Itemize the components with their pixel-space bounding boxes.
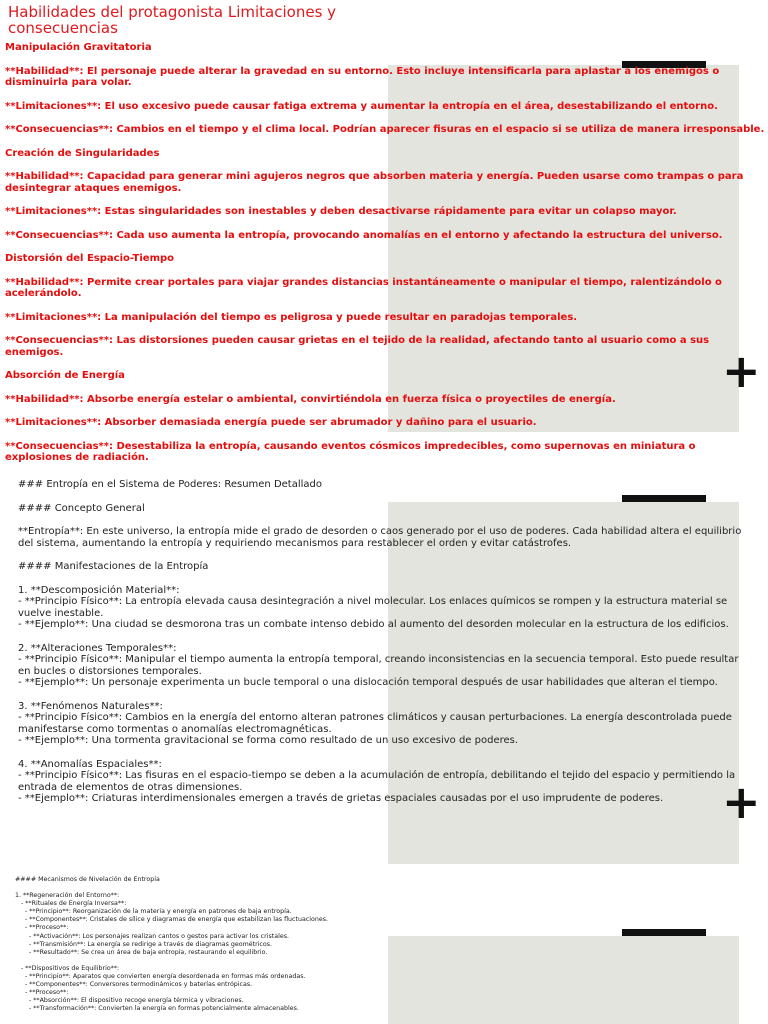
section2-line: - **Principio Físico**: Manipular el tiempo aumenta la entropía temporal, creando inconsistencias en la secuencia temporal. Esto puede resultar en bucles o distorsiones temporales. xyxy=(18,654,739,677)
section1-line: **Consecuencias**: Desestabiliza la entropía, causando eventos cósmicos impredecibles, como supernovas en miniatura o explosiones de radiación. xyxy=(5,440,696,463)
section1-title: Habilidades del protagonista Limitaciones y consecuencias xyxy=(8,3,337,37)
section3-line: - **Principio**: Aparatos que convierten energía desordenada en formas más ordenadas. xyxy=(15,972,306,980)
section3-line: - **Transmisión**: La energía se redirige a través de diagramas geométricos. xyxy=(15,940,273,948)
section1-line: **Habilidad**: El personaje puede alterar la gravedad en su entorno. Esto incluye intensificarla para aplastar a los enemigos o disminuirla para volar. xyxy=(5,65,720,88)
section2-line: 3. **Fenómenos Naturales**: xyxy=(18,700,163,712)
section1-line: **Consecuencias**: Las distorsiones pueden causar grietas en el tejido de la realidad, afectando tanto al usuario como a sus enemigos. xyxy=(5,335,710,358)
section3-body xyxy=(15,876,345,1013)
section2-line: #### Concepto General xyxy=(18,502,145,514)
zoom-out-button-3[interactable] xyxy=(622,929,706,936)
section3-line: - **Principio**: Reorganización de la materia y energía en patrones de baja entropía. xyxy=(15,908,292,916)
section2-line: - **Ejemplo**: Una ciudad se desmorona tras un combate intenso debido al aumento del desorden molecular en la estructura de los edificios. xyxy=(18,619,729,630)
section2-body xyxy=(18,479,746,805)
section1-line: **Limitaciones**: Estas singularidades son inestables y deben desactivarse rápidamente para evitar un colapso mayor. xyxy=(5,206,677,217)
section3-line: 1. **Regeneración del Entorno**: xyxy=(15,892,120,900)
section3-line: - **Activación**: Los personajes realizan cantos o gestos para activar los cristales. xyxy=(15,932,289,940)
section1-line: **Consecuencias**: Cada uso aumenta la entropía, provocando anomalías en el entorno y afectando la estructura del universo. xyxy=(5,229,723,241)
section2-line: - **Principio Físico**: Cambios en la energía del entorno alteran patrones climáticos y causan perturbaciones. La energía descontrolada puede manifestarse como tormentas o anomalías electromagnéticas. xyxy=(18,712,732,735)
section3-line: - **Absorción**: El dispositivo recoge energía térmica y vibraciones. xyxy=(15,997,244,1005)
section3-line: - **Componentes**: Conversores termodinámicos y baterías entrópicas. xyxy=(15,981,253,989)
zoom-in-button-2[interactable]: + xyxy=(722,775,761,829)
section2-line: - **Ejemplo**: Un personaje experimenta un bucle temporal o una dislocación temporal después de usar habilidades que alteran el tiempo. xyxy=(18,677,718,688)
section2-line: #### Manifestaciones de la Entropía xyxy=(18,561,209,572)
section2-line: **Entropía**: En este universo, la entropía mide el grado de desorden o caos generado por el uso de poderes. Cada habilidad altera el equilibrio del sistema, aumentando la entropía y requiriendo mecanismos para restablecer el orden y evitar catástrofes. xyxy=(18,526,742,549)
section3-line: - **Rituales de Energía Inversa**: xyxy=(15,900,127,908)
section2-line: 4. **Anomalías Espaciales**: xyxy=(18,758,162,770)
section3-line: - **Proceso**: xyxy=(15,989,69,997)
section1-line: Manipulación Gravitatoria xyxy=(5,42,152,53)
section1-body xyxy=(5,42,765,464)
section2-line: - **Ejemplo**: Criaturas interdimensionales emergen a través de grietas espaciales causadas por el uso imprudente de poderes. xyxy=(18,793,664,804)
section1-line: **Habilidad**: Absorbe energía estelar o ambiental, convirtiéndola en fuerza física o proyectiles de energía. xyxy=(5,393,616,405)
section2-line: 1. **Descomposición Material**: xyxy=(18,584,180,596)
section1-line: **Limitaciones**: Absorber demasiada energía puede ser abrumador y dañino para el usuario. xyxy=(5,417,537,428)
section2-line: ### Entropía en el Sistema de Poderes: Resumen Detallado xyxy=(18,479,323,490)
section2-line: 2. **Alteraciones Temporales**: xyxy=(18,642,177,654)
zoom-in-button-1[interactable]: + xyxy=(722,344,761,398)
section1-line: Distorsión del Espacio-Tiempo xyxy=(5,253,175,264)
section1-line: **Habilidad**: Capacidad para generar mini agujeros negros que absorben materia y energía. Pueden usarse como trampas o para desintegrar ataques enemigos. xyxy=(5,171,744,194)
section2-line: - **Principio Físico**: Las fisuras en el espacio-tiempo se deben a la acumulación de entropía, debilitando el tejido del espacio y permitiendo la entrada de elementos de otras dimensiones. xyxy=(18,770,736,793)
section3-line: - **Proceso**: xyxy=(15,924,69,932)
section3-line: - **Componentes**: Cristales de sílice y diagramas de energía que estabilizan las fluctuaciones. xyxy=(15,916,329,924)
page-panel-3 xyxy=(388,936,739,1024)
section2-line: - **Principio Físico**: La entropía elevada causa desintegración a nivel molecular. Los enlaces químicos se rompen y la estructura material se vuelve inestable. xyxy=(18,596,728,619)
section3-line: - **Dispositivos de Equilibrio**: xyxy=(15,964,120,972)
section3-line: - **Transformación**: Convierten la energía en formas potencialmente almacenables. xyxy=(15,1005,299,1013)
section2-line: - **Ejemplo**: Una tormenta gravitacional se forma como resultado de un uso excesivo de poderes. xyxy=(18,735,519,746)
section3-line: #### Mecanismos de Nivelación de Entropía xyxy=(15,876,160,883)
section1-line: **Limitaciones**: El uso excesivo puede causar fatiga extrema y aumentar la entropía en el área, desestabilizando el entorno. xyxy=(5,100,718,112)
section1-line: **Habilidad**: Permite crear portales para viajar grandes distancias instantáneamente o manipular el tiempo, ralentizándolo o acelerándolo. xyxy=(5,276,722,299)
section1-line: Absorción de Energía xyxy=(5,370,125,381)
section1-line: **Limitaciones**: La manipulación del tiempo es peligrosa y puede resultar en paradojas temporales. xyxy=(5,311,578,323)
section3-line: - **Resultado**: Se crea un área de baja entropía, restaurando el equilibrio. xyxy=(15,948,268,956)
section1-line: **Consecuencias**: Cambios en el tiempo y el clima local. Podrían aparecer fisuras en el espacio si se utiliza de manera irresponsable. xyxy=(5,124,765,135)
section1-line: Creación de Singularidades xyxy=(5,147,160,159)
